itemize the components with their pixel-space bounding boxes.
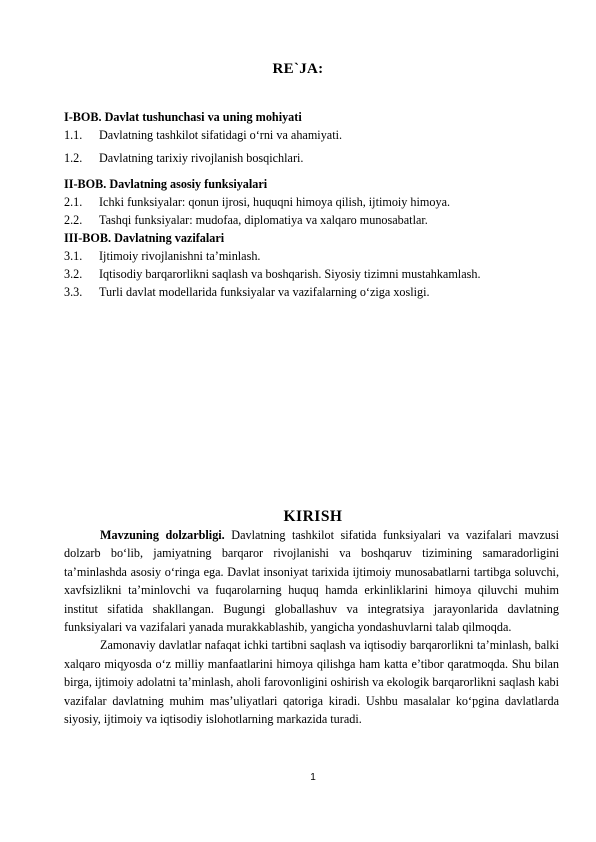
- toc-item-text: Ijtimoiy rivojlanishni ta’minlash.: [99, 249, 261, 263]
- toc-item-number: 1.2.: [64, 151, 83, 165]
- toc-item-text: Davlatning tarixiy rivojlanish bosqichlari.: [99, 151, 304, 165]
- toc-item-number: 3.1.: [64, 249, 83, 263]
- toc-item: [64, 283, 554, 301]
- toc-item: [64, 265, 554, 283]
- toc-item: [64, 211, 554, 229]
- table-of-contents: [64, 108, 554, 301]
- page-number: 1: [310, 772, 316, 783]
- toc-item-number: 3.2.: [64, 267, 83, 281]
- chapter-3-heading: III-BOB. Davlatning vazifalari: [64, 231, 225, 245]
- toc-item-number: 2.1.: [64, 195, 83, 209]
- chapter-1-heading: I-BOB. Davlat tushunchasi va uning mohiyati: [64, 110, 302, 124]
- toc-item: [64, 247, 554, 265]
- toc-item-number: 3.3.: [64, 285, 83, 299]
- toc-item: [64, 149, 554, 167]
- intro-title: KIRISH: [283, 508, 343, 525]
- toc-item-text: Davlatning tashkilot sifatidagi o‘rni va ahamiyati.: [99, 128, 343, 142]
- toc-item-text: Tashqi funksiyalar: mudofaa, diplomatiya va xalqaro munosabatlar.: [99, 213, 428, 227]
- toc-item-text: Ichki funksiyalar: qonun ijrosi, huquqni himoya qilish, ijtimoiy himoya.: [99, 195, 451, 209]
- intro-lead: Mavzuning dolzarbligi.: [100, 528, 225, 542]
- toc-item: [64, 193, 554, 211]
- intro-body: [64, 526, 559, 728]
- intro-paragraph-1-text: Davlatning tashkilot sifatida funksiyalari va vazifalari mavzusi dolzarb bo‘lib, jamiyatning barqaror rivojlanishi va boshqaruv tizimining samaradorligini ta’minlashda asosiy o‘ringa ega. Davlat insoniyat tarixida ijtimoiy munosabatlarni tartibga soluvchi, xavfsizlikni ta’minlovchi va fuqarolarning huquq hamda erkinliklarini himoya qiluvchi muhim institut sifatida shakllangan. Bugungi globallashuv va integratsiya jarayonlarida davlatning funksiyalari va vazifalari yanada murakkablashib, yangicha yondashuvlarni talab qilmoqda.: [64, 528, 559, 635]
- plan-title: RE`JA:: [272, 61, 324, 77]
- intro-paragraph-2: Zamonaviy davlatlar nafaqat ichki tartibni saqlash va iqtisodiy barqarorlikni ta’minlash, balki xalqaro miqyosda o‘z milliy manfaatlarini himoya qilishga ham katta e’tibor qaratmoqda. Shu bilan birga, ijtimoiy adolatni ta’minlash, aholi farovonligini oshirish va ekologik barqarorlikni saqlash kabi vazifalar davlatning muhim mas’uliyatlari qatoriga kiradi. Ushbu masalalar ko‘pgina davlatlarda siyosiy, ijtimoiy va iqtisodiy islohotlarning markazida turadi.: [64, 638, 559, 727]
- toc-item: [64, 126, 554, 144]
- toc-item-text: Iqtisodiy barqarorlikni saqlash va boshqarish. Siyosiy tizimni mustahkamlash.: [99, 267, 481, 281]
- toc-item-number: 1.1.: [64, 128, 83, 142]
- toc-item-text: Turli davlat modellarida funksiyalar va vazifalarning o‘ziga xosligi.: [99, 285, 430, 299]
- intro-paragraph-1: [64, 526, 559, 636]
- toc-item-number: 2.2.: [64, 213, 83, 227]
- chapter-2-heading: II-BOB. Davlatning asosiy funksiyalari: [64, 177, 268, 191]
